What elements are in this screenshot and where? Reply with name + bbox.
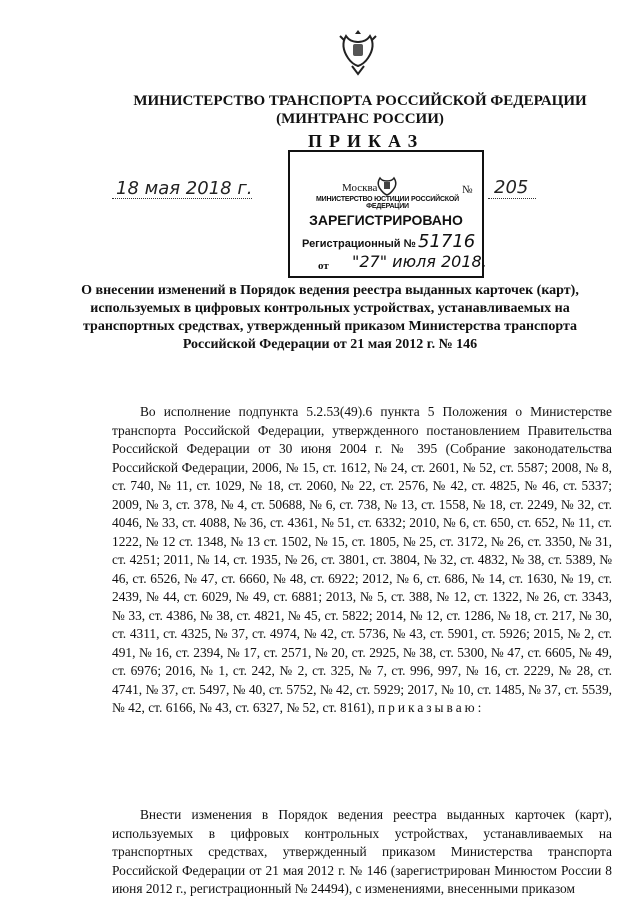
stamp-emblem-icon	[376, 172, 398, 198]
body-paragraph	[112, 403, 612, 718]
order-date-handwritten: 18 мая 2018 г.	[116, 178, 253, 199]
registration-stamp	[288, 150, 487, 278]
stamp-date-handwritten: "27" июля 2018.	[352, 252, 487, 271]
coat-of-arms-emblem	[338, 26, 378, 78]
ministry-name: МИНИСТЕРСТВО ТРАНСПОРТА РОССИЙСКОЙ ФЕДЕРАЦИИ	[133, 93, 587, 109]
paragraph-text: Во исполнение подпункта 5.2.53(49).6 пункта 5 Положения о Министерстве транспорта Российской Федерации, утвержденного постановлением Правительства Российской Федерации от 30 июня 2004 г. № 395 (Собрание законодательства Российской Федерации, 2006, № 15, ст. 1612, № 24, ст. 2601, № 52, ст. 5587; 2008, № 8, ст. 740, № 11, ст. 1029, № 18, ст. 2060, № 22, ст. 2576, № 42, ст. 4825, № 46, ст. 5337; 2009, № 3, ст. 378, № 4, ст. 50688, № 6, ст. 738, № 13, ст. 1558, № 18, ст. 2249, № 32, ст. 4046, № 33, ст. 4088, № 36, ст. 4361, № 51, ст. 6332; 2010, № 6, ст. 650, ст. 652, № 11, ст. 1222, № 12 ст. 1348, № 13 ст. 1502, № 15, ст. 1805, № 25, ст. 3172, № 26, ст. 3350, № 31, ст. 4251; 2011, № 14, ст. 1935, № 26, ст. 3801, ст. 3804, № 32, ст. 4832, № 38, ст. 5389, № 46, ст. 6526, № 47, ст. 6660, № 48, ст. 6922; 2012, № 6, ст. 686, № 14, ст. 1630, № 19, ст. 2439, № 44, ст. 6029, № 49, ст. 6881; 2013, № 5, ст. 388, № 12, ст. 1322, № 26, ст. 3343, № 33, ст. 4386, № 38, ст. 4821, № 45, ст. 5822; 2014, № 12, ст. 1286, № 18, ст. 217, № 30, ст. 4311, ст. 4325, № 37, ст. 4974, № 42, ст. 5736, № 43, ст. 5901, ст. 5926; 2015, № 2, ст. 491, № 16, ст. 2394, № 17, ст. 2571, № 20, ст. 2925, № 38, ст. 5300, № 47, ст. 6605, № 49, ст. 6976; 2016, № 1, ст. 242, № 2, ст. 325, № 7, ст. 996, 997, № 16, ст. 2229, № 28, ст. 4741, № 37, ст. 5497, № 40, ст. 5752, № 42, ст. 5929; 2017, № 10, ст. 1485, № 37, ст. 5539, № 42, ст. 6166, № 43, ст. 6327, № 52, ст. 8161),	[112, 404, 612, 715]
stamp-organization: МИНИСТЕРСТВО ЮСТИЦИИ РОССИЙСКОЙ ФЕДЕРАЦИИ	[316, 196, 459, 210]
stamp-number-sign: №	[462, 184, 473, 196]
date-underline	[112, 198, 252, 199]
stamp-reg-label: Регистрационный №	[302, 238, 416, 250]
order-number-handwritten: 205	[494, 177, 529, 198]
body-paragraph: Внести изменения в Порядок ведения реестра выданных карточек (карт), используемых в цифровых контрольных устройствах, устанавливаемых на транспортных средствах, утвержденный приказом Министерства транспорта Российской Федерации от 21 мая 2012 г. № 146 (зарегистрирован Минюстом России 8 июня 2012 г., регистрационный № 24494), с изменениями, внесенными приказом	[112, 807, 612, 896]
stamp-city: Москва	[342, 182, 378, 194]
prikazyvayu-word: приказываю:	[377, 700, 485, 715]
stamp-status: ЗАРЕГИСТРИРОВАНО	[309, 212, 463, 228]
order-title: О внесении изменений в Порядок ведения реестра выданных карточек (карт), используемых в цифровых контрольных устройствах, устанавливаемых на транспортных средствах, утвержденный приказом Министерства транспорта Российской Федерации от 21 мая 2012 г. № 146	[81, 283, 579, 352]
stamp-reg-number: 51716	[418, 231, 476, 252]
ministry-short-name: (МИНТРАНС РОССИИ)	[276, 111, 444, 127]
document-type-heading: ПРИКАЗ	[308, 131, 425, 151]
stamp-date-prefix: от	[318, 260, 329, 272]
number-underline	[488, 198, 536, 199]
